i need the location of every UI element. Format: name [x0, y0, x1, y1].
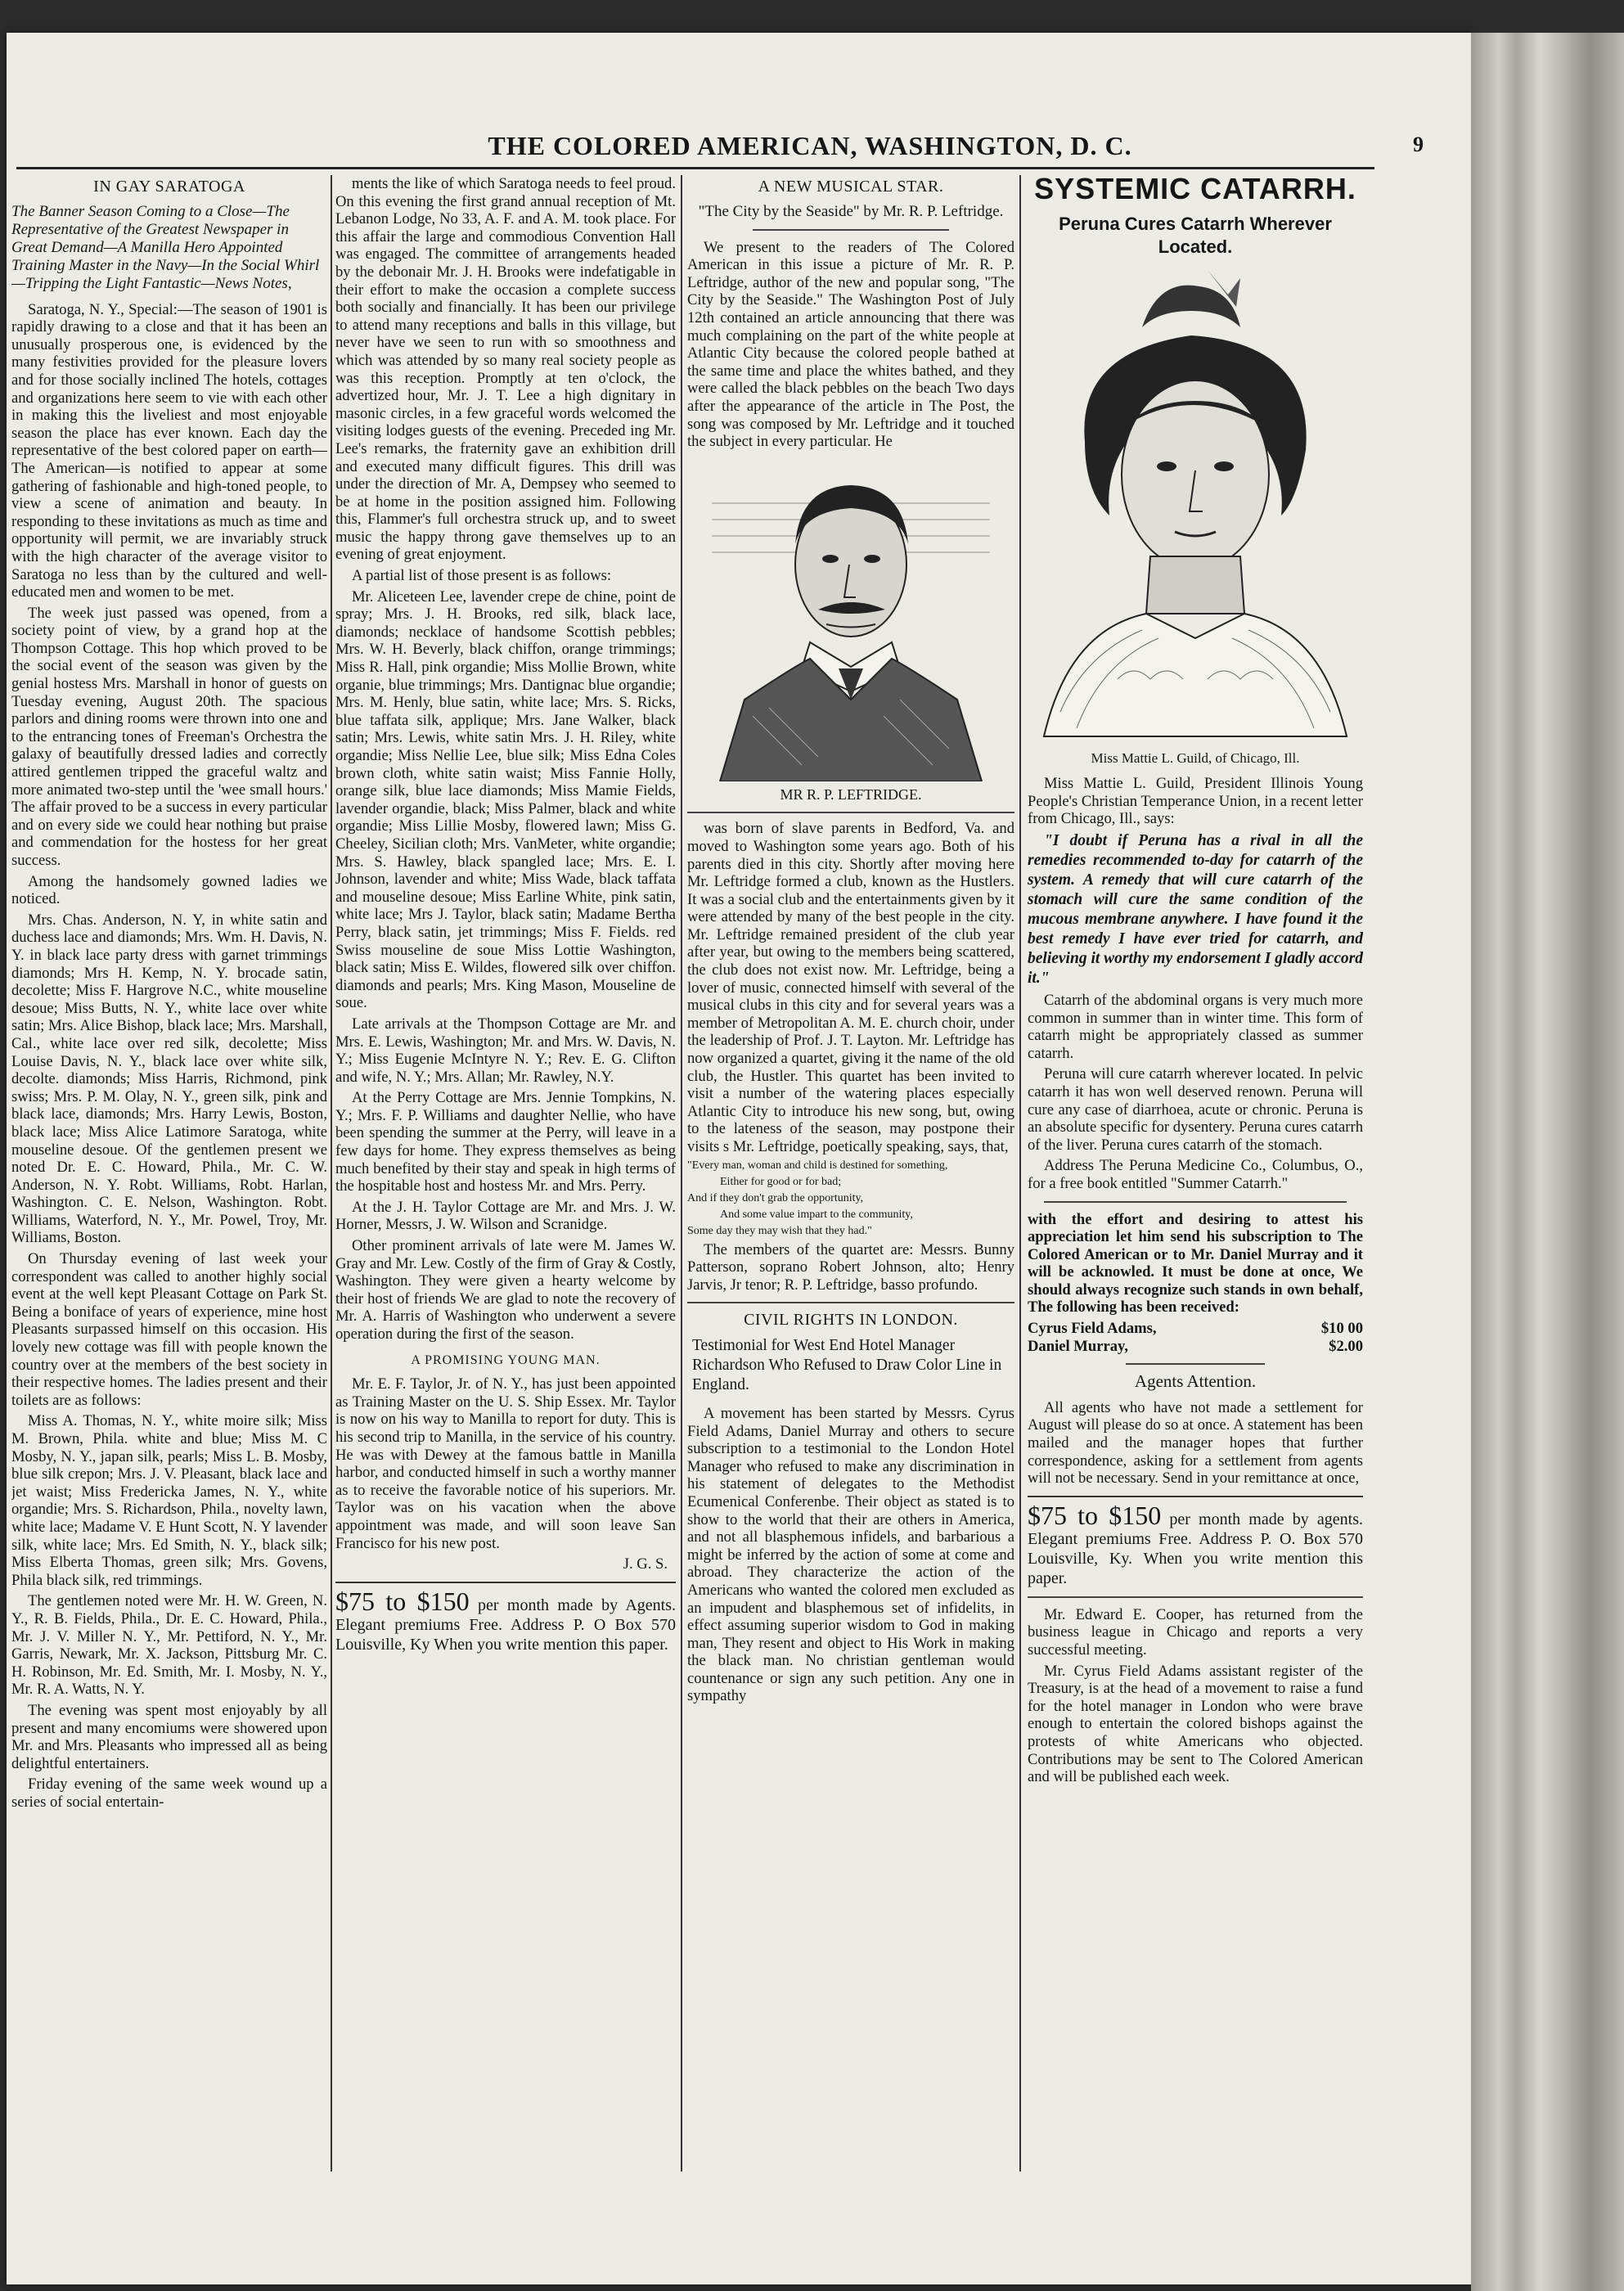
headline-civil-rights: CIVIL RIGHTS IN LONDON.	[744, 1311, 958, 1330]
verse-line: And if they don't grab the opportunity,	[687, 1191, 864, 1204]
article-paragraph: Mr. Aliceteen Lee, lavender crepe de chine, point de spray; Mrs. J. H. Brooks, red silk, black lace, diamonds; necklace of handsome Scottish pebbles; Mrs. W. H. Beverly, black chiffon, orange trimmings; Miss R. Hall, pink organdie; Miss Mollie Brown, white organie, blue trimmings; Mrs. Dantignac blue organdie; Mrs. M. Henly, blue satin, white lace; Mrs. S. Ricks, blue taffata silk, applique; Mrs. Jane Walker, black satin; Mrs. Lewis, white satin Mrs. J. H. Riley, white organdie; Miss Nellie Lee, blue silk; Miss Edna Coles brown cloth, white satin waist; Miss Fannie Holly, orange silk, blue lace diamonds; Miss Mamie Fields, lavender organdie, black; Miss Palmer, black and white organdie; Miss Lillie Mosby, flowered lawn; Miss G. Cheeley, Sicilian cloth; Mrs. VanMeter, white organdie; Mrs. S. Hawley, black spangled lace; Mrs. E. I. Johnson, lavender and white; Miss Wade, black taffata and mouseline desoue; Miss Earline White, pink satin, white lace; Mrs J. Taylor, black satin; Madame Bertha Perry, black satin, jet trimmings; Miss F. Fields. red Swiss mouseline de soue Miss Lottie Washington, black satin; Miss E. Wildes, flowered silk over chiffon. diamonds and pearls; Mrs. King Mason, Mouseline de soue.	[335, 587, 676, 1012]
ad-price: $75 to $150	[335, 1586, 470, 1616]
rule	[687, 812, 1014, 813]
binding-edge	[1471, 33, 1624, 2291]
ad-text: per month made by Agents. Elegant premiums Free. Address P. O Box 570 Louisville, Ky When you write mention this paper.	[335, 1596, 676, 1654]
leftridge-portrait	[704, 454, 998, 781]
fund-name: Daniel Murray,	[1028, 1337, 1128, 1355]
news-paragraph: Mr. Edward E. Cooper, has returned from the business league in Chicago and reports a very successful meeting.	[1028, 1605, 1363, 1659]
rule	[687, 1302, 1014, 1303]
portrait-caption: Miss Mattie L. Guild, of Chicago, Ill.	[1091, 749, 1300, 766]
ad-subtitle: Peruna Cures Catarrh Wherever Located.	[1059, 213, 1332, 257]
agents-ad	[1028, 1496, 1363, 1588]
verse-line: Either for good or for bad;	[720, 1175, 842, 1188]
article-paragraph: Miss A. Thomas, N. Y., white moire silk; Miss M. Brown, Phila. white and blue; Miss M. C Mosby, N. Y., japan silk, pearls; Miss L. B. Mosby, blue silk crepon; Mrs. J. V. Pleasant, black lace and jet waist; Miss Fredericka James, N. Y., white organdie; Mrs. S. Richardson, Phila., novelty lawn, white lace; Madame V. E Hunt Scott, N. Y lavender silk, white lace; Mrs. Ed Smith, N. Y., black silk; Miss Elberta Thomas, green silk; Mrs. Govens, Phila black silk, red trimmings.	[11, 1412, 327, 1589]
article-paragraph: Late arrivals at the Thompson Cottage are Mr. and Mrs. E. Lewis, Washington; Mr. and Mrs. W. Davis, N. Y.; Miss Eugenie McIntyre N. Y.; Rev. E. G. Clifton and wife, N. Y.; Mrs. Allan; Mr. Rawley, N.Y.	[335, 1015, 676, 1086]
subhead-promising-young-man: A PROMISING YOUNG MAN.	[411, 1353, 601, 1367]
article-paragraph: The members of the quartet are: Messrs. Bunny Patterson, soprano Robert Johnson, alto; Henry Jarvis, Jr tenor; R. P. Leftridge, basso profundo.	[687, 1240, 1014, 1294]
short-rule	[1126, 1363, 1265, 1365]
article-paragraph: Mrs. Chas. Anderson, N. Y, in white satin and duchess lace and diamonds; Mrs. Wm. H. Davis, N. Y. in black lace party dress with garnet trimmings diamonds; Mrs H. Kemp, N. Y. brocade satin, decolette; Miss F. Hargrove N.C., white mouseline desoue; Miss Butts, N. Y., white lace over white satin; Mrs. Alice Bishop, black lace; Mrs. Marshall, Cal., white lace over red silk, decolette; Miss Louise Davis, N. Y., black lace over white silk, decolte. diamonds; Miss Harris, Richmond, pink swiss; Mrs. P. M. Olay, N. Y., green silk, pink and black lace, diamonds; Mrs. Harry Lewis, Boston, black lace; Miss Alice Latimore Saratoga, white mouseline desoue. Of the gentlemen present we noted Dr. E. C. Howard, Phila., Mr. C. W. Anderson, N. Y. Robt. Williams, Robt. Harlan, Washington. C. E. Nelson, Washington. Robt. Williams, Waterford, N. Y., Mr. Powel, Troy, Mr. Williams, Boston.	[11, 911, 327, 1247]
article-paragraph: At the Perry Cottage are Mrs. Jennie Tompkins, N. Y.; Mrs. F. P. Williams and daughter Nellie, who have been spending the summer at the Perry, will leave in a few days for home. They express themselves as being much benefited by their stay and speak in high terms of the hospitable host and hostess Mr. and Mrs. Perry.	[335, 1089, 676, 1195]
headline-musical-star: A NEW MUSICAL STAR.	[758, 178, 944, 196]
testimonial-quote: "I doubt if Peruna has a rival in all the remedies recommended to-day for catarrh of the system. A remedy that will cure catarrh of the stomach will cure the same condition of the mucous membrane anywhere. I have found it the best remedy I have ever tried for catarrh, and believing it worthy my endorsement I gladly accord it."	[1028, 831, 1363, 987]
rule	[1028, 1596, 1363, 1598]
deck-gay-saratoga: The Banner Season Coming to a Close—The Representative of the Greatest Newspaper in Great Demand—A Manilla Hero Appointed Training Master in the Navy—In the Social Whirl—Tripping the Light Fantastic—News Notes,	[11, 202, 320, 292]
article-paragraph: A movement has been started by Messrs. Cyrus Field Adams, Daniel Murray and others to secure subscription to a testimonial to the London Hotel Manager who refused to make any discrimination in his statement of delegates to the Methodist Ecumenical Conferenbe. Their object as stated is to show to the world that their are others in America, and not all blasphemous infidels, and barbarious a might be inferred by the action of some at come and abroad. They characterize the action of the Americans who wanted the colored men excluded as an impudent and blasphemous set of infidelits, in effect assuming superior wisdom to God in making man, They resent and object to His Work in making the black man. No christian gentleman would countenance or sign any such petition. Any one in sympathy	[687, 1404, 1014, 1705]
article-paragraph: We present to the readers of The Colored American in this issue a picture of Mr. R. P. Leftridge, author of the new and popular song, "The City by the Seaside." The Washington Post of July 12th contained an article announcing that there was much complaining on the part of the white people at Atlantic City because the colored people bathed at the same time and place the whites bathed, and they were called the black pebbles on the beach Two days after the appearance of the article in The Post, the song was composed by Mr. Leftridge and it touched the subject in every particular. He	[687, 238, 1014, 451]
column-2	[335, 175, 676, 2172]
masthead	[360, 131, 1440, 160]
guild-portrait	[1036, 270, 1355, 745]
short-rule	[753, 229, 949, 231]
masthead-title: THE COLORED AMERICAN, WASHINGTON, D. C.	[488, 131, 1132, 160]
fund-name: Cyrus Field Adams,	[1028, 1320, 1157, 1338]
ad-price: $75 to $150	[1028, 1500, 1162, 1530]
news-paragraph: Mr. Cyrus Field Adams assistant register of the Treasury, is at the head of a movement to raise a fund for the hotel manager in London who were brave enough to entertain the colored bishops against the protests of white Americans who objected. Contributions may be sent to The Colored American and will be published each week.	[1028, 1662, 1363, 1786]
portrait-caption: MR R. P. LEFTRIDGE.	[780, 785, 922, 803]
ad-paragraph: Address The Peruna Medicine Co., Columbus, O., for a free book entitled "Summer Catarrh."	[1028, 1157, 1363, 1192]
fund-row	[1028, 1320, 1363, 1338]
article-paragraph: Saratoga, N. Y., Special:—The season of 1901 is rapidly drawing to a close and that it has been an unusually prosperous one, is evidenced by the many festivities provided for the pleasure lovers and for those socially inclined The hotels, cottages and organizations here seem to vie with each other in making this the liveliest and most enjoyable season the place has ever known. Each day the representative of the best colored paper on earth—The American—is notified to appear at some gathering of fashionable and high-toned people, to view a scene of animation and beauty. In responding to these invitations as much as time and opportunity will permit, we are invariably struck with the high character of the average visitor to Saratoga no less than by the cultured and well-educated men and women to be met.	[11, 300, 327, 601]
column-3	[687, 175, 1014, 2172]
article-paragraph: At the J. H. Taylor Cottage are Mr. and Mrs. J. W. Horner, Messrs, J. W. Wilson and Scranidge.	[335, 1198, 676, 1234]
headline-agents-attention: Agents Attention.	[1134, 1371, 1257, 1392]
verse-line: Some day they may wish that they had."	[687, 1224, 872, 1237]
article-paragraph: A partial list of those present is as follows:	[352, 567, 612, 585]
masthead-rule	[16, 167, 1374, 169]
article-paragraph: On Thursday evening of last week your correspondent was called to another highly social event at the well kept Pleasant Cottage on Park St. Being a boniface of years of experience, mine host Pleasants surpassed himself on this occasion. His lovely new cottage was fill with people known the country over at the members of the best society in their respective homes. The ladies present and their toilets are as follows:	[11, 1250, 327, 1409]
ad-paragraph: Peruna will cure catarrh wherever located. In pelvic catarrh it has won well deserved renown. Peruna will cure any case of diarrhoea, acute or chronic. Peruna is an absolute specific for dysentery. Peruna cures catarrh of the liver. Peruna cures catarrh of the stomach.	[1028, 1065, 1363, 1154]
column-4	[1028, 175, 1363, 2172]
notice-paragraph: All agents who have not made a settlement for August will please do so at once. A statement has been mailed and the manager hopes that further correspondence, asking for a settlement from agents will not be necessary. Send in your remittance at once,	[1028, 1398, 1363, 1488]
article-paragraph: Friday evening of the same week wound up a series of social entertain-	[11, 1776, 327, 1811]
fund-amount: $10 00	[1320, 1320, 1363, 1338]
article-paragraph: The week just passed was opened, from a society point of view, by a grand hop at the Thompson Cottage. This hop which proved to be the social event of the season was given by the genial hostess Mrs. Marshall in honor of guests on Tuesday evening, August 20th. The spacious parlors and dining rooms were thrown into one and to the entrancing tones of Freeman's Orchestra the galaxy of beautifully dressed ladies and correctly attired gentlemen tripped the graceful waltz and more animated two-step until the 'wee small hours.' The affair proved to be a success in every particular and on every side we could hear nothing but praise and commendation for the hostess for her great success.	[11, 604, 327, 869]
ad-paragraph: Catarrh of the abdominal organs is very much more common in summer than in winter time. This form of catarrh might be appropriately classed as summer catarrh.	[1028, 991, 1363, 1062]
column-1	[11, 175, 327, 2172]
article-paragraph: ments the like of which Saratoga needs to feel proud. On this evening the first grand annual reception of Mt. Lebanon Lodge, No 33, A. F. and A. M. took place. For this affair the large and commodious Convention Hall was engaged. The committee of arrangements headed by the debonair Mr. J. H. Brooks were indefatigable in their effort to make the occasion a complete success both socially and financially. It has been our privilege to attend many receptions and balls in this village, but never have we seen to run with so smoothness and which was attended by so many real society people as was this reception. Promptly at ten o'clock, the advertized hour, Mr. J. T. Lee a high dignitary in masonic circles, in a few graceful words welcomed the visiting lodges guests of the evening. Preceded ing Mr. Lee's remarks, the fraternity gave an exhibition drill and executed many difficult figures. This drill was under the direction of Mr. A, Dempsey who seemed to be at home in the position assigned him. Following this, Flammer's full orchestra struck up, and to sweet music the happy throng gave themselves up to an evening of great enjoyment.	[335, 175, 676, 564]
signature: J. G. S.	[623, 1555, 668, 1573]
deck-musical-star: "The City by the Seaside" by Mr. R. P. Leftridge.	[698, 202, 1004, 220]
page-number: 9	[1413, 133, 1424, 156]
article-paragraph: Among the handsomely gowned ladies we noticed.	[11, 872, 327, 908]
column-divider	[681, 175, 682, 2172]
fund-row	[1028, 1338, 1363, 1356]
article-paragraph: The evening was spent most enjoyably by all present and many encomiums were showered upon Mr. and Mrs. Pleasants who impressed all as being delightful entertainers.	[11, 1701, 327, 1772]
fund-amount: $2.00	[1329, 1337, 1363, 1355]
ad-text: per month made by agents. Elegant premiums Free. Address P. O. Box 570 Louisville, Ky. When you write mention this paper.	[1028, 1510, 1363, 1587]
article-paragraph: Mr. E. F. Taylor, Jr. of N. Y., has just been appointed as Training Master on the U. S. Ship Essex. Mr. Taylor is now on his way to Manilla to report for duty. This is his second trip to Manilla, in the service of his country. He was with Dewey at the famous battle in Manilla harbor, and conducted himself in such a worthy manner as to receive the favorable notice of his superiors. Mr. Taylor was on his vacation when the above appointment was made, and will soon leave San Francisco for his new post.	[335, 1375, 676, 1552]
article-paragraph: The gentlemen noted were Mr. H. W. Green, N. Y., R. B. Fields, Phila., Dr. E. C. Howard, Phila., Mr. J. V. Miller N. Y., Mr. Pettiford, N. Y., Mr. Garris, Newark, Mr. X. Jackson, Pittsburg Mr. C. H. Robinson, Mr. Ed. Smith, Mr. I. Mosby, N. Y., Mr. R. A. Watts, N. Y.	[11, 1592, 327, 1699]
ad-title-systemic-catarrh: SYSTEMIC CATARRH.	[1034, 175, 1356, 205]
civil-rights-continued: with the effort and desiring to attest his appreciation let him send his subscription to The Colored American or to Mr. Daniel Murray and it will be acknowled. It must be done at once, We should always recognize such stands in own behalf, The following has been received:	[1028, 1210, 1363, 1317]
column-divider	[1019, 175, 1021, 2172]
headline-gay-saratoga: IN GAY SARATOGA	[93, 178, 245, 196]
article-paragraph: Other prominent arrivals of late were M. James W. Gray and Mr. Lew. Costly of the firm of Gray & Costly, Washington. They were given a hearty welcome by their host of friends We are glad to note the recovery of Mr. A. Harris of Washington who underwent a severe operation during the first of the season.	[335, 1237, 676, 1343]
agents-ad	[335, 1582, 676, 1654]
verse-line: And some value impart to the community,	[720, 1208, 913, 1221]
article-paragraph: was born of slave parents in Bedford, Va. and moved to Washington some years ago. Both of his parents died in this city. Shortly after moving here Mr. Leftridge formed a club, known as the Hustlers. It was a social club and the entertainments given by it were attended by many of the best people in the city. Mr. Leftridge remained president of the club year after year, but owing to the members being scattered, the club does not exist now. Mr. Leftridge, being a lover of music, connected himself with several of the musical clubs in this city and for several years was a member of Metropolitan A. M. E. church choir, under the leadership of Prof. J. T. Layton. Mr. Leftridge has now organized a quartet, giving it the name of the old club, the Hustler. This quartet has been invited to visit a number of the watering places especially Atlantic City to introduce his new song, but, owing to the lateness of the season, may postpone their visits s Mr. Leftridge, poetically speaking, says, that,	[687, 820, 1014, 1155]
deck-civil-rights: Testimonial for West End Hotel Manager Richardson Who Refused to Draw Color Line in England.	[692, 1336, 1002, 1393]
verse-line: "Every man, woman and child is destined for something,	[687, 1159, 948, 1172]
rule	[1044, 1201, 1347, 1203]
column-divider	[331, 175, 332, 2172]
ad-paragraph: Miss Mattie L. Guild, President Illinois Young People's Christian Temperance Union, in a recent letter from Chicago, Ill., says:	[1028, 775, 1363, 828]
